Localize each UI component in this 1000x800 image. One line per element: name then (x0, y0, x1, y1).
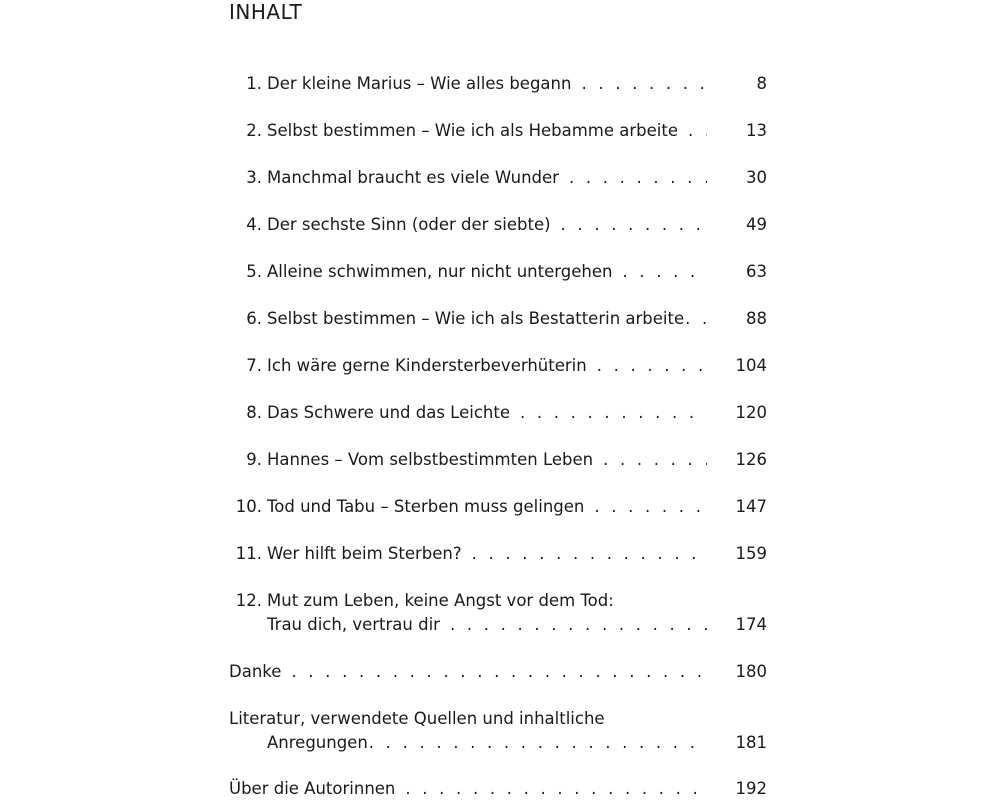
toc-entry-chapter-8[interactable] (229, 401, 767, 425)
toc-entry-chapter-7[interactable] (229, 354, 767, 378)
leader-dots (368, 731, 707, 755)
leader-dots (462, 542, 707, 566)
chapter-title-line-2: Trau dich, vertrau dir (267, 615, 440, 634)
toc-entry-literatur[interactable] (229, 707, 767, 755)
chapter-number: 2. (246, 121, 262, 140)
toc-entry-chapter-6[interactable] (229, 307, 767, 331)
section-title-line-2: Anregungen (267, 733, 368, 752)
page-number: 159 (735, 544, 767, 563)
leader-dots (440, 613, 707, 637)
chapter-title-line-1: Mut zum Leben, keine Angst vor dem Tod: (267, 591, 614, 610)
chapter-title: Tod und Tabu – Sterben muss gelingen (267, 497, 585, 516)
chapter-number: 11. (235, 544, 262, 563)
leader-dots (678, 119, 707, 143)
toc-entry-chapter-10[interactable] (229, 495, 767, 519)
page-number: 63 (746, 262, 767, 281)
leader-dots (584, 495, 707, 519)
chapter-title: Alleine schwimmen, nur nicht untergehen (267, 262, 613, 281)
chapter-title: Das Schwere und das Leichte (267, 403, 510, 422)
page-number: 104 (735, 356, 767, 375)
toc-entry-chapter-1[interactable] (229, 72, 767, 96)
chapter-number: 8. (246, 403, 262, 422)
chapter-title: Der kleine Marius – Wie alles begann (267, 74, 572, 93)
chapter-title: Hannes – Vom selbstbestimmten Leben (267, 450, 594, 469)
leader-dots (395, 777, 707, 800)
toc-entry-danke[interactable] (229, 660, 767, 684)
chapter-number: 10. (235, 497, 262, 516)
section-title: Über die Autorinnen (229, 779, 396, 798)
leader-dots (559, 166, 707, 190)
chapter-number: 5. (246, 262, 262, 281)
leader-dots (510, 401, 707, 425)
page-number: 8 (756, 74, 767, 93)
page-number: 30 (746, 168, 767, 187)
toc-entry-chapter-9[interactable] (229, 448, 767, 472)
chapter-title: Selbst bestimmen – Wie ich als Bestatterin arbeite (267, 309, 685, 328)
chapter-title: Ich wäre gerne Kindersterbeverhüterin (267, 356, 587, 375)
toc-entry-autorinnen[interactable] (229, 777, 767, 800)
chapter-title: Wer hilft beim Sterben? (267, 544, 462, 563)
section-title-line-1: Literatur, verwendete Quellen und inhaltliche (229, 709, 605, 728)
leader-dots (593, 448, 707, 472)
chapter-number: 12. (235, 591, 262, 610)
page-number: 49 (746, 215, 767, 234)
chapter-number: 6. (246, 309, 262, 328)
chapter-title: Selbst bestimmen – Wie ich als Hebamme arbeite (267, 121, 679, 140)
chapter-title: Der sechste Sinn (oder der siebte) (267, 215, 551, 234)
leader-dots (684, 307, 707, 331)
page-number: 174 (735, 615, 767, 634)
chapter-number: 7. (246, 356, 262, 375)
page-number: 192 (735, 779, 767, 798)
toc-entry-chapter-2[interactable] (229, 119, 767, 143)
toc-entry-chapter-11[interactable] (229, 542, 767, 566)
page-number: 181 (735, 733, 767, 752)
leader-dots (612, 260, 707, 284)
chapter-number: 1. (246, 74, 262, 93)
page-number: 147 (735, 497, 767, 516)
toc-entry-chapter-4[interactable] (229, 213, 767, 237)
page-number: 88 (746, 309, 767, 328)
page-title: INHALT (229, 0, 303, 24)
page-number: 120 (735, 403, 767, 422)
leader-dots (281, 660, 707, 684)
chapter-title: Manchmal braucht es viele Wunder (267, 168, 559, 187)
page-number: 180 (735, 662, 767, 681)
leader-dots (587, 354, 707, 378)
page-number: 13 (746, 121, 767, 140)
section-title: Danke (229, 662, 282, 681)
leader-dots (551, 213, 707, 237)
page-number: 126 (735, 450, 767, 469)
chapter-number: 4. (246, 215, 262, 234)
leader-dots (571, 72, 707, 96)
toc-entry-chapter-5[interactable] (229, 260, 767, 284)
chapter-number: 3. (246, 168, 262, 187)
toc-entry-chapter-12[interactable] (229, 589, 767, 637)
toc-entry-chapter-3[interactable] (229, 166, 767, 190)
chapter-number: 9. (246, 450, 262, 469)
